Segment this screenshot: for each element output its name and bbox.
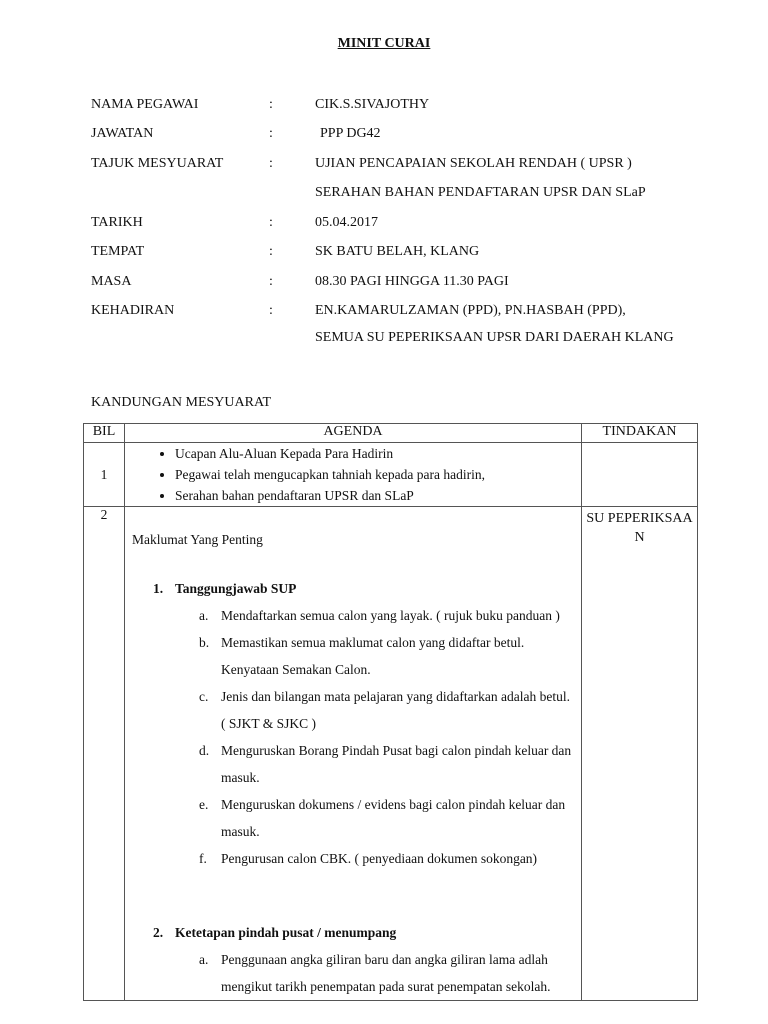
cell-bil: 2 bbox=[84, 507, 125, 1001]
list-item bbox=[199, 683, 581, 737]
info-value: EN.KAMARULZAMAN (PPD), PN.HASBAH (PPD), bbox=[315, 303, 626, 318]
info-label: TARIKH bbox=[91, 215, 143, 230]
item-text: Menguruskan Borang Pindah Pusat bagi calon pindah keluar dan masuk. bbox=[221, 743, 572, 785]
item-text: Menguruskan dokumens / evidens bagi calon pindah keluar dan masuk. bbox=[221, 797, 566, 839]
info-value: SK BATU BELAH, KLANG bbox=[315, 244, 480, 259]
item-letter: f. bbox=[199, 851, 207, 866]
info-value: CIK.S.SIVAJOTHY bbox=[315, 97, 430, 112]
item-letter: e. bbox=[199, 797, 209, 812]
list-item bbox=[199, 791, 581, 845]
list-item: • Serahan bahan pendaftaran UPSR dan SLaP bbox=[175, 485, 581, 506]
item-text: Penggunaan angka giliran baru dan angka giliran lama adlah mengikut tarikh penempatan pada surat penempatan sekolah. bbox=[221, 952, 551, 994]
document-title: MINIT CURAI bbox=[337, 36, 431, 51]
table-header-row bbox=[84, 424, 698, 443]
agenda-table bbox=[83, 423, 698, 1001]
item-text: Mendaftarkan semua calon yang layak. ( rujuk buku panduan ) bbox=[221, 608, 560, 623]
item-letter: b. bbox=[199, 635, 210, 650]
item-text: Memastikan semua maklumat calon yang didaftar betul. Kenyataan Semakan Calon. bbox=[221, 635, 525, 677]
list-item: • Ucapan Alu-Aluan Kepada Para Hadirin bbox=[175, 443, 581, 464]
section-heading bbox=[153, 575, 581, 602]
item-text: Pengurusan calon CBK. ( penyediaan dokumen sokongan) bbox=[221, 851, 538, 866]
cell-bil: 1 bbox=[84, 443, 125, 507]
item-text: Jenis dan bilangan mata pelajaran yang didaftarkan adalah betul. ( SJKT & SJKC ) bbox=[221, 689, 570, 731]
table-row bbox=[84, 507, 698, 1001]
header-bil: BIL bbox=[84, 424, 125, 443]
list-item bbox=[199, 737, 581, 791]
header-tindakan: TINDAKAN bbox=[582, 424, 698, 443]
item-letter: c. bbox=[199, 689, 209, 704]
section-title: Ketetapan pindah pusat / menumpang bbox=[175, 925, 397, 940]
list-item bbox=[199, 946, 581, 1000]
info-label: TEMPAT bbox=[91, 244, 145, 259]
item-letter: d. bbox=[199, 743, 210, 758]
info-colon: : bbox=[269, 215, 273, 230]
info-value-line2: SERAHAN BAHAN PENDAFTARAN UPSR DAN SLaP bbox=[315, 185, 646, 200]
info-label: NAMA PEGAWAI bbox=[91, 97, 199, 112]
info-colon: : bbox=[269, 126, 273, 141]
cell-agenda bbox=[125, 507, 582, 1001]
info-colon: : bbox=[269, 244, 273, 259]
list-item: • Pegawai telah mengucapkan tahniah kepada para hadirin, bbox=[175, 464, 581, 485]
item-letter: a. bbox=[199, 608, 209, 623]
info-colon: : bbox=[269, 156, 273, 171]
list-item bbox=[199, 845, 581, 872]
info-value-line2: SEMUA SU PEPERIKSAAN UPSR DARI DAERAH KLANG bbox=[315, 330, 674, 345]
cell-tindakan bbox=[582, 443, 698, 507]
list-item bbox=[199, 629, 581, 683]
info-colon: : bbox=[269, 303, 273, 318]
kandungan-heading: KANDUNGAN MESYUARAT bbox=[91, 395, 272, 410]
info-value: 08.30 PAGI HINGGA 11.30 PAGI bbox=[315, 274, 509, 289]
section-title: Tanggungjawab SUP bbox=[175, 581, 297, 596]
cell-agenda bbox=[125, 443, 582, 507]
section-heading bbox=[153, 919, 581, 946]
info-colon: : bbox=[269, 274, 273, 289]
table-row bbox=[84, 443, 698, 507]
info-label: KEHADIRAN bbox=[91, 303, 175, 318]
info-value: 05.04.2017 bbox=[315, 215, 378, 230]
info-label: TAJUK MESYUARAT bbox=[91, 156, 224, 171]
section-number: 2. bbox=[153, 925, 164, 940]
info-colon: : bbox=[269, 97, 273, 112]
info-label: MASA bbox=[91, 274, 132, 289]
agenda-intro: Maklumat Yang Penting bbox=[132, 532, 263, 547]
section-number: 1. bbox=[153, 581, 164, 596]
info-value: PPP DG42 bbox=[320, 126, 381, 141]
agenda-bullet-list bbox=[125, 443, 581, 506]
item-letter: a. bbox=[199, 952, 209, 967]
cell-tindakan: SU PEPERIKSAA N bbox=[582, 507, 698, 1001]
info-label: JAWATAN bbox=[91, 126, 154, 141]
info-value: UJIAN PENCAPAIAN SEKOLAH RENDAH ( UPSR ) bbox=[315, 156, 632, 171]
list-item bbox=[199, 602, 581, 629]
header-agenda: AGENDA bbox=[125, 424, 582, 443]
